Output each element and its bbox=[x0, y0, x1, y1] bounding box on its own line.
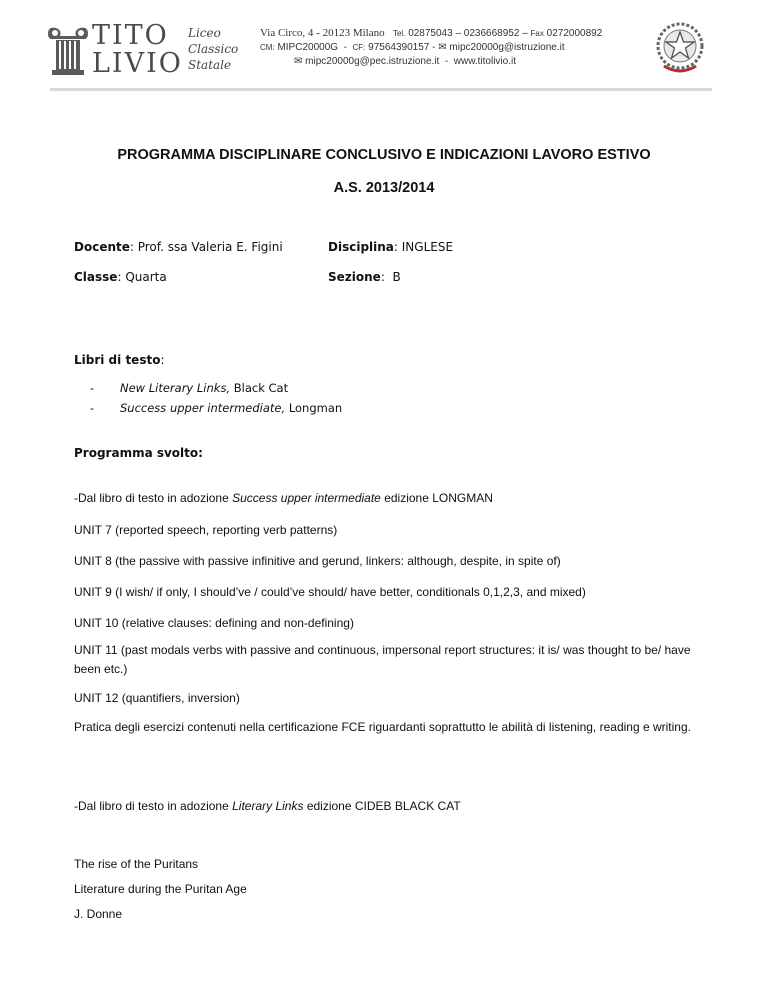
textbooks-heading: Libri di testo: bbox=[74, 353, 165, 367]
unit-item: UNIT 8 (the passive with passive infinitive and gerund, linkers: although, despite, in spite of) bbox=[74, 554, 561, 568]
phone-numbers: 02875043 – 0236668952 – bbox=[408, 28, 528, 39]
address-line-1: Via Circo, 4 - 20123 Milano Tel. 02875043 – 0236668952 – Fax 0272000892 bbox=[260, 27, 603, 39]
ionic-column-icon bbox=[44, 24, 92, 76]
unit-item: UNIT 10 (relative clauses: defining and non-defining) bbox=[74, 616, 354, 630]
website-link[interactable]: www.titolivio.it bbox=[453, 56, 516, 67]
unit-item: UNIT 11 (past modals verbs with passive and continuous, impersonal report structures: it is/ was thought to be/ have been etc.) bbox=[74, 643, 691, 676]
school-year: A.S. 2013/2014 bbox=[333, 180, 435, 196]
italian-republic-emblem-icon bbox=[654, 18, 706, 78]
logo-script-statale: Statale bbox=[188, 58, 232, 72]
address-line-3: ✉ mipc20000g@pec.istruzione.it - www.titolivio.it bbox=[294, 56, 516, 67]
cf-code: 97564390157 bbox=[368, 42, 430, 53]
fax-number: 0272000892 bbox=[546, 28, 603, 39]
textbook-item: - New Literary Links, Black Cat bbox=[90, 381, 289, 395]
book-title: Literary Links bbox=[232, 799, 304, 813]
unit-item: UNIT 7 (reported speech, reporting verb patterns) bbox=[74, 523, 338, 537]
pec-email-link[interactable]: mipc20000g@pec.istruzione.it bbox=[305, 56, 440, 67]
topic-item: J. Donne bbox=[74, 907, 123, 921]
disciplina-value: INGLESE bbox=[401, 240, 454, 254]
letterhead bbox=[0, 0, 768, 92]
textbook-title: New Literary Links, bbox=[120, 381, 231, 395]
envelope-icon: ✉ bbox=[294, 56, 303, 67]
logo-wordmark-tito: TITO bbox=[92, 20, 169, 51]
envelope-icon: ✉ bbox=[438, 42, 447, 53]
logo-script-classico: Classico bbox=[188, 42, 239, 56]
unit-item: UNIT 12 (quantifiers, inversion) bbox=[74, 691, 240, 705]
address-line-2: CM: MIPC20000G - CF: 97564390157 - ✉ mipc20000g@istruzione.it bbox=[260, 42, 565, 53]
header-divider bbox=[50, 88, 712, 91]
school-address: Via Circo, 4 - 20123 Milano bbox=[260, 27, 385, 39]
book-title: Success upper intermediate bbox=[232, 491, 381, 505]
classe-field: Classe: Quarta bbox=[74, 270, 167, 284]
program-heading: Programma svolto: bbox=[74, 446, 203, 460]
textbook-item: - Success upper intermediate, Longman bbox=[90, 401, 343, 415]
program-intro-success: -Dal libro di testo in adozione Success upper intermediate edizione LONGMAN bbox=[74, 491, 493, 505]
docente-field: Docente: Prof. ssa Valeria E. Figini bbox=[74, 240, 283, 254]
practice-paragraph: Pratica degli esercizi contenuti nella certificazione FCE riguardanti soprattutto le abilità di listening, reading e writing. bbox=[74, 720, 691, 734]
sezione-label: Sezione bbox=[328, 270, 381, 284]
disciplina-field: Disciplina: INGLESE bbox=[328, 240, 454, 254]
email-link[interactable]: mipc20000g@istruzione.it bbox=[449, 42, 565, 53]
classe-label: Classe bbox=[74, 270, 118, 284]
sezione-field: Sezione: B bbox=[328, 270, 401, 284]
classe-value: Quarta bbox=[125, 270, 167, 284]
topic-item: Literature during the Puritan Age bbox=[74, 882, 247, 896]
cm-code: MIPC20000G bbox=[277, 42, 339, 53]
docente-value: Prof. ssa Valeria E. Figini bbox=[137, 240, 283, 254]
logo-script-liceo: Liceo bbox=[188, 26, 221, 40]
unit-item: UNIT 9 (I wish/ if only, I should’ve / could’ve should/ have better, conditionals 0,1,2,3, and mixed) bbox=[74, 585, 586, 599]
textbook-publisher: Longman bbox=[288, 401, 343, 415]
textbook-publisher: Black Cat bbox=[233, 381, 289, 395]
document-title: PROGRAMMA DISCIPLINARE CONCLUSIVO E INDICAZIONI LAVORO ESTIVO bbox=[117, 147, 651, 163]
disciplina-label: Disciplina bbox=[328, 240, 394, 254]
logo-wordmark-livio: LIVIO bbox=[92, 48, 183, 79]
topic-item: The rise of the Puritans bbox=[74, 857, 199, 871]
docente-label: Docente bbox=[74, 240, 130, 254]
sezione-value: B bbox=[392, 270, 401, 284]
textbook-title: Success upper intermediate, bbox=[120, 401, 286, 415]
program-intro-literary: -Dal libro di testo in adozione Literary Links edizione CIDEB BLACK CAT bbox=[74, 799, 461, 813]
